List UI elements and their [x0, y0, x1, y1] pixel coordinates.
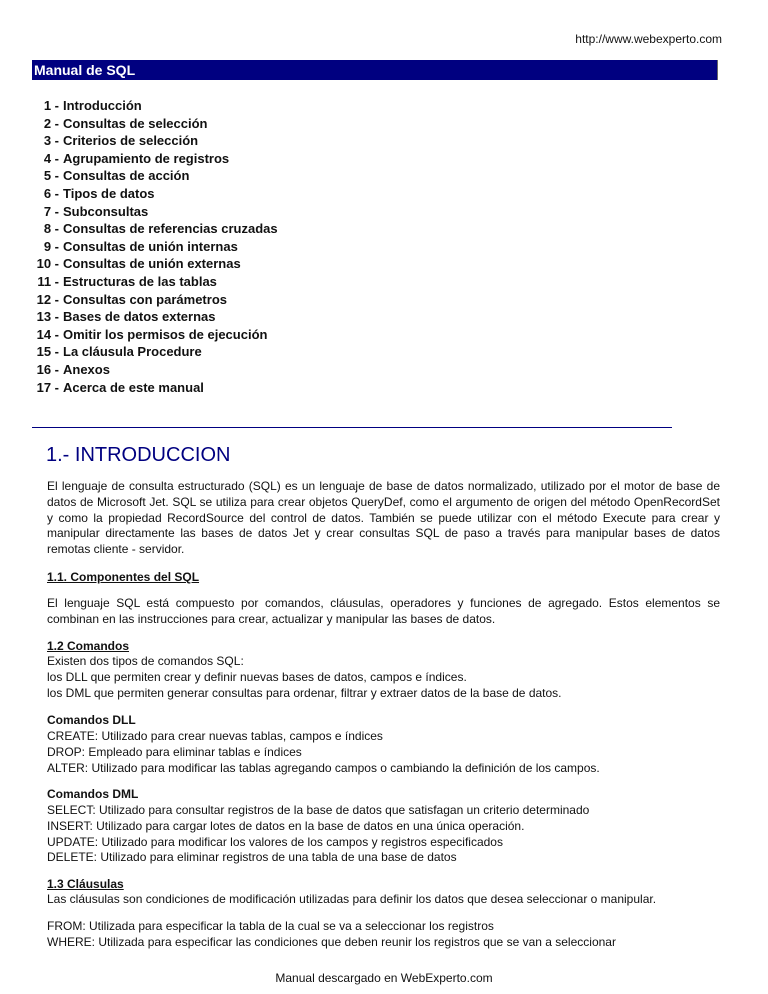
toc-label: Acerca de este manual	[63, 379, 204, 395]
toc-item[interactable]	[0, 150, 500, 168]
subheading-components: 1.1. Componentes del SQL	[47, 570, 200, 584]
footer: Manual descargado en WebExperto.com	[275, 971, 493, 985]
toc-number: 14 -	[36, 326, 59, 342]
dll-lines	[47, 729, 720, 776]
toc-number: 6 -	[43, 185, 59, 201]
toc-label: La cláusula Procedure	[63, 344, 202, 360]
line: UPDATE: Utilizado para modificar los valores de los campos y registros especificados	[47, 834, 503, 849]
toc-label: Criterios de selección	[63, 133, 199, 149]
toc-label: Agrupamiento de registros	[63, 150, 230, 166]
line: SELECT: Utilizado para consultar registros de la base de datos que satisfagan un criterio determinado	[47, 803, 590, 817]
clauses-paragraph: Las cláusulas son condiciones de modificación utilizadas para definir los datos que desea seleccionar o manipular.	[47, 892, 657, 906]
toc-item[interactable]	[0, 132, 500, 150]
dml-title: Comandos DML	[47, 787, 139, 801]
toc-item[interactable]	[0, 115, 500, 133]
toc-item[interactable]	[0, 185, 500, 203]
toc-item[interactable]	[0, 203, 500, 221]
line: CREATE: Utilizado para crear nuevas tablas, campos e índices	[47, 729, 383, 743]
toc-label: Consultas de selección	[63, 115, 208, 131]
dml-lines	[47, 803, 720, 866]
toc-number: 15 -	[36, 344, 59, 360]
toc-label: Consultas de unión externas	[63, 256, 241, 272]
toc-item[interactable]	[0, 326, 500, 344]
toc-number: 7 -	[43, 203, 59, 219]
subheading-commands: 1.2 Comandos	[47, 639, 130, 653]
intro-paragraph: El lenguaje de consulta estructurado (SQL) es un lenguaje de base de datos normalizado, utilizado por el motor de base de datos de Microsoft Jet. SQL se utiliza para crear objetos QueryDef, como el argumento de origen del método OpenRecordSet y como la propiedad RecordSource del control de datos. También se puede utilizar con el método Execute para crear y manipular directamente las bases de datos Jet y crear consultas SQL de paso a través para manipular bases de datos remotas cliente - servidor.	[47, 479, 720, 557]
toc-number: 4 -	[43, 150, 59, 166]
site-url[interactable]: http://www.webexperto.com	[575, 32, 722, 46]
line: los DLL que permiten crear y definir nuevas bases de datos, campos e índices.	[47, 669, 467, 684]
toc-label: Consultas de unión internas	[63, 238, 238, 254]
line: DELETE: Utilizado para eliminar registros de una tabla de una base de datos	[47, 850, 457, 865]
title-bar: Manual de SQL	[32, 60, 718, 80]
toc-label: Introducción	[63, 98, 142, 113]
toc-number: 5 -	[43, 168, 59, 184]
toc-number: 17 -	[36, 379, 59, 395]
section-heading: 1.- INTRODUCCION	[46, 444, 231, 466]
line: FROM: Utilizada para especificar la tabla de la cual se va a seleccionar los registros	[47, 919, 494, 933]
clause-lines	[47, 919, 720, 951]
toc-number: 3 -	[43, 133, 59, 149]
toc-item[interactable]	[0, 167, 500, 185]
toc-label: Estructuras de las tablas	[63, 273, 217, 289]
components-paragraph: El lenguaje SQL está compuesto por comandos, cláusulas, operadores y funciones de agregado. Estos elementos se combinan en las instrucciones para crear, actualizar y manipular las bases de datos.	[47, 596, 720, 626]
line: INSERT: Utilizado para cargar lotes de datos en la base de datos en una única operación.	[47, 818, 525, 833]
toc-item[interactable]	[0, 273, 500, 291]
dll-title: Comandos DLL	[47, 713, 136, 727]
line: ALTER: Utilizado para modificar las tablas agregando campos o cambiando la definición de los campos.	[47, 760, 600, 775]
line: WHERE: Utilizada para especificar las condiciones que deben reunir los registros que se van a seleccionar	[47, 934, 616, 949]
line: DROP: Empleado para eliminar tablas e índices	[47, 744, 302, 759]
toc-number: 10 -	[36, 256, 59, 272]
toc-number: 9 -	[43, 238, 59, 254]
toc-label: Consultas de referencias cruzadas	[63, 221, 278, 237]
toc-label: Bases de datos externas	[63, 309, 216, 325]
toc-item[interactable]	[0, 361, 500, 379]
toc-item[interactable]	[0, 238, 500, 256]
toc-item[interactable]	[0, 220, 500, 238]
table-of-contents	[0, 97, 500, 396]
toc-item[interactable]	[0, 255, 500, 273]
toc-label: Omitir los permisos de ejecución	[63, 326, 268, 342]
toc-item[interactable]	[0, 97, 500, 115]
toc-number: 13 -	[36, 309, 59, 325]
toc-label: Tipos de datos	[63, 185, 155, 201]
toc-item[interactable]	[0, 291, 500, 309]
toc-number: 1 -	[43, 98, 59, 113]
divider	[32, 427, 672, 428]
toc-item[interactable]	[0, 308, 500, 326]
toc-label: Subconsultas	[63, 203, 149, 219]
toc-number: 8 -	[43, 221, 59, 237]
toc-label: Consultas de acción	[63, 168, 190, 184]
toc-number: 16 -	[36, 361, 59, 377]
toc-item[interactable]	[0, 379, 500, 397]
toc-label: Anexos	[63, 361, 110, 377]
subheading-clauses: 1.3 Cláusulas	[47, 877, 124, 891]
line: Existen dos tipos de comandos SQL:	[47, 654, 244, 668]
toc-number: 2 -	[43, 115, 59, 131]
toc-number: 11 -	[37, 273, 59, 289]
commands-lines	[47, 654, 720, 701]
toc-item[interactable]	[0, 343, 500, 361]
toc-label: Consultas con parámetros	[63, 291, 227, 307]
line: los DML que permiten generar consultas para ordenar, filtrar y extraer datos de la base de datos.	[47, 685, 562, 700]
toc-number: 12 -	[36, 291, 59, 307]
